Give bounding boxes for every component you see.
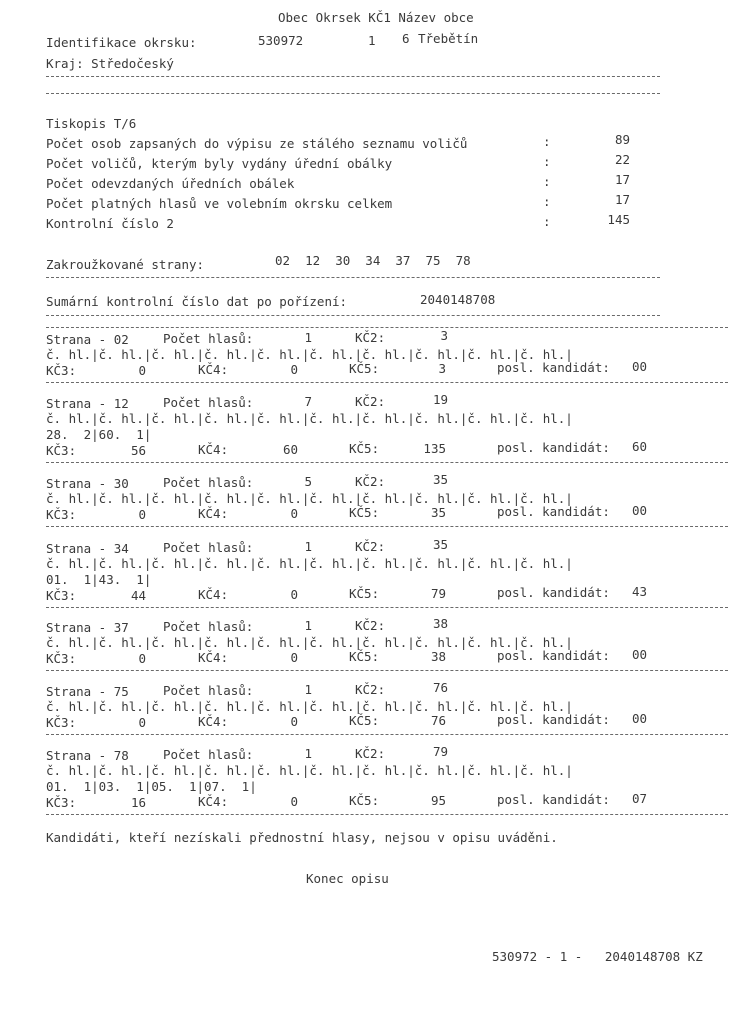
kc3-value: 0 bbox=[138, 363, 146, 378]
kc3-label: KČ3: bbox=[46, 443, 77, 458]
page-footer-code: 530972 - 1 - 2040148708 KZ bbox=[492, 949, 703, 964]
kc2-value: 35 bbox=[432, 472, 448, 487]
separator bbox=[46, 607, 728, 608]
party-name: Strana - 34 bbox=[46, 541, 129, 556]
last-candidate-value: 00 bbox=[632, 647, 648, 662]
kc5-value: 38 bbox=[430, 649, 446, 664]
column-headers: č. hl.|č. hl.|č. hl.|č. hl.|č. hl.|č. hl.|č. hl.|č. hl.|č. hl.|č. hl.| bbox=[46, 491, 573, 506]
kc4-value: 0 bbox=[290, 714, 298, 729]
last-candidate-value: 00 bbox=[632, 359, 648, 374]
column-headers: č. hl.|č. hl.|č. hl.|č. hl.|č. hl.|č. hl.|č. hl.|č. hl.|č. hl.|č. hl.| bbox=[46, 556, 573, 571]
separator bbox=[46, 814, 728, 815]
votes-count: 1 bbox=[304, 330, 312, 345]
control-sum-value: 2040148708 bbox=[420, 292, 496, 307]
kc5-value: 76 bbox=[430, 713, 446, 728]
ident-nazev: Třebětín bbox=[418, 31, 479, 46]
kc3-value: 0 bbox=[138, 715, 146, 730]
party-name: Strana - 37 bbox=[46, 620, 129, 635]
last-candidate-label: posl. kandidát: bbox=[497, 360, 610, 375]
footer-note: Kandidáti, kteří nezískali přednostní hlasy, nejsou v opisu uváděni. bbox=[46, 830, 558, 845]
votes-count: 1 bbox=[304, 539, 312, 554]
separator bbox=[46, 462, 728, 463]
summary-row-colon: : bbox=[543, 134, 551, 149]
party-name: Strana - 30 bbox=[46, 476, 129, 491]
kc2-label: KČ2: bbox=[355, 394, 386, 409]
kc5-label: KČ5: bbox=[349, 649, 380, 664]
votes-count: 1 bbox=[304, 682, 312, 697]
kc2-label: KČ2: bbox=[355, 539, 386, 554]
kc2-value: 19 bbox=[432, 392, 448, 407]
separator bbox=[46, 277, 660, 278]
summary-row-value: 89 bbox=[614, 132, 630, 147]
ident-label: Identifikace okrsku: bbox=[46, 35, 197, 50]
party-name: Strana - 12 bbox=[46, 396, 129, 411]
kc5-label: KČ5: bbox=[349, 441, 380, 456]
kc3-label: KČ3: bbox=[46, 651, 77, 666]
kc5-value: 135 bbox=[423, 441, 446, 456]
kc4-label: KČ4: bbox=[198, 794, 229, 809]
party-name: Strana - 75 bbox=[46, 684, 129, 699]
kc2-value: 38 bbox=[432, 616, 448, 631]
kc5-label: KČ5: bbox=[349, 361, 380, 376]
column-headers: č. hl.|č. hl.|č. hl.|č. hl.|č. hl.|č. hl.|č. hl.|č. hl.|č. hl.|č. hl.| bbox=[46, 347, 573, 362]
kc5-label: KČ5: bbox=[349, 586, 380, 601]
votes-count: 1 bbox=[304, 746, 312, 761]
kc3-label: KČ3: bbox=[46, 588, 77, 603]
votes-label: Počet hlasů: bbox=[163, 331, 254, 346]
kc2-label: KČ2: bbox=[355, 746, 386, 761]
party-name: Strana - 02 bbox=[46, 332, 129, 347]
kc2-label: KČ2: bbox=[355, 618, 386, 633]
region-line: Kraj: Středočeský bbox=[46, 56, 174, 71]
votes-count: 1 bbox=[304, 618, 312, 633]
kc4-value: 60 bbox=[282, 442, 298, 457]
separator bbox=[46, 526, 728, 527]
end-of-record: Konec opisu bbox=[306, 871, 389, 886]
kc2-label: KČ2: bbox=[355, 330, 386, 345]
last-candidate-value: 00 bbox=[632, 503, 648, 518]
summary-row-colon: : bbox=[543, 154, 551, 169]
separator bbox=[46, 315, 660, 316]
votes-label: Počet hlasů: bbox=[163, 540, 254, 555]
form-id: Tiskopis T/6 bbox=[46, 116, 137, 131]
last-candidate-label: posl. kandidát: bbox=[497, 585, 610, 600]
kc4-label: KČ4: bbox=[198, 714, 229, 729]
kc4-value: 0 bbox=[290, 650, 298, 665]
separator bbox=[46, 76, 660, 77]
kc4-label: KČ4: bbox=[198, 362, 229, 377]
kc3-value: 16 bbox=[130, 795, 146, 810]
circled-parties-values: 02 12 30 34 37 75 78 bbox=[275, 253, 471, 268]
summary-row-value: 17 bbox=[614, 192, 630, 207]
kc5-value: 95 bbox=[430, 793, 446, 808]
kc5-label: KČ5: bbox=[349, 713, 380, 728]
summary-row-colon: : bbox=[543, 194, 551, 209]
column-headers: č. hl.|č. hl.|č. hl.|č. hl.|č. hl.|č. hl.|č. hl.|č. hl.|č. hl.|č. hl.| bbox=[46, 763, 573, 778]
votes-label: Počet hlasů: bbox=[163, 475, 254, 490]
kc2-value: 35 bbox=[432, 537, 448, 552]
kc3-value: 56 bbox=[130, 443, 146, 458]
last-candidate-label: posl. kandidát: bbox=[497, 440, 610, 455]
circled-parties-label: Zakroužkované strany: bbox=[46, 257, 205, 272]
kc4-label: KČ4: bbox=[198, 587, 229, 602]
summary-row-colon: : bbox=[543, 214, 551, 229]
kc3-label: KČ3: bbox=[46, 507, 77, 522]
ident-okrsek: 1 bbox=[368, 33, 376, 48]
votes-label: Počet hlasů: bbox=[163, 747, 254, 762]
kc4-value: 0 bbox=[290, 587, 298, 602]
last-candidate-value: 43 bbox=[632, 584, 648, 599]
summary-row-label: Počet osob zapsaných do výpisu ze stálého seznamu voličů bbox=[46, 136, 468, 151]
summary-row-label: Kontrolní číslo 2 bbox=[46, 216, 174, 231]
kc2-value: 3 bbox=[440, 328, 448, 343]
kc2-value: 79 bbox=[432, 744, 448, 759]
last-candidate-label: posl. kandidát: bbox=[497, 648, 610, 663]
summary-row-label: Počet voličů, kterým byly vydány úřední obálky bbox=[46, 156, 393, 171]
last-candidate-label: posl. kandidát: bbox=[497, 792, 610, 807]
kc3-label: KČ3: bbox=[46, 363, 77, 378]
ident-obec: 530972 bbox=[258, 33, 304, 48]
kc4-value: 0 bbox=[290, 506, 298, 521]
votes-label: Počet hlasů: bbox=[163, 619, 254, 634]
kc2-value: 76 bbox=[432, 680, 448, 695]
column-headers: č. hl.|č. hl.|č. hl.|č. hl.|č. hl.|č. hl.|č. hl.|č. hl.|č. hl.|č. hl.| bbox=[46, 411, 573, 426]
kc3-value: 0 bbox=[138, 507, 146, 522]
kc5-label: KČ5: bbox=[349, 505, 380, 520]
separator bbox=[46, 382, 728, 383]
kc2-label: KČ2: bbox=[355, 474, 386, 489]
last-candidate-label: posl. kandidát: bbox=[497, 712, 610, 727]
summary-row-label: Počet odevzdaných úředních obálek bbox=[46, 176, 295, 191]
column-headers: č. hl.|č. hl.|č. hl.|č. hl.|č. hl.|č. hl.|č. hl.|č. hl.|č. hl.|č. hl.| bbox=[46, 635, 573, 650]
column-headers: č. hl.|č. hl.|č. hl.|č. hl.|č. hl.|č. hl.|č. hl.|č. hl.|č. hl.|č. hl.| bbox=[46, 699, 573, 714]
header-columns-title: Obec Okrsek KČ1 Název obce bbox=[278, 10, 474, 25]
kc4-label: KČ4: bbox=[198, 442, 229, 457]
party-name: Strana - 78 bbox=[46, 748, 129, 763]
separator bbox=[46, 670, 728, 671]
votes-label: Počet hlasů: bbox=[163, 395, 254, 410]
preference-votes: 01. 1|43. 1| bbox=[46, 572, 152, 587]
summary-row-value: 145 bbox=[607, 212, 630, 227]
last-candidate-value: 07 bbox=[632, 791, 648, 806]
kc2-label: KČ2: bbox=[355, 682, 386, 697]
kc4-label: KČ4: bbox=[198, 506, 229, 521]
kc3-label: KČ3: bbox=[46, 715, 77, 730]
separator bbox=[46, 327, 728, 328]
kc4-label: KČ4: bbox=[198, 650, 229, 665]
votes-label: Počet hlasů: bbox=[163, 683, 254, 698]
separator bbox=[46, 93, 660, 94]
kc5-label: KČ5: bbox=[349, 793, 380, 808]
summary-row-value: 22 bbox=[614, 152, 630, 167]
kc3-value: 44 bbox=[130, 588, 146, 603]
kc3-label: KČ3: bbox=[46, 795, 77, 810]
summary-row-label: Počet platných hlasů ve volebním okrsku celkem bbox=[46, 196, 393, 211]
preference-votes: 28. 2|60. 1| bbox=[46, 427, 152, 442]
summary-row-value: 17 bbox=[614, 172, 630, 187]
separator bbox=[46, 734, 728, 735]
last-candidate-value: 60 bbox=[632, 439, 648, 454]
last-candidate-label: posl. kandidát: bbox=[497, 504, 610, 519]
kc5-value: 3 bbox=[438, 361, 446, 376]
kc4-value: 0 bbox=[290, 794, 298, 809]
kc3-value: 0 bbox=[138, 651, 146, 666]
ident-kc1: 6 bbox=[402, 31, 410, 46]
votes-count: 7 bbox=[304, 394, 312, 409]
preference-votes: 01. 1|03. 1|05. 1|07. 1| bbox=[46, 779, 257, 794]
control-sum-label: Sumární kontrolní číslo dat po pořízení: bbox=[46, 294, 348, 309]
votes-count: 5 bbox=[304, 474, 312, 489]
kc4-value: 0 bbox=[290, 362, 298, 377]
last-candidate-value: 00 bbox=[632, 711, 648, 726]
kc5-value: 79 bbox=[430, 586, 446, 601]
kc5-value: 35 bbox=[430, 505, 446, 520]
summary-row-colon: : bbox=[543, 174, 551, 189]
